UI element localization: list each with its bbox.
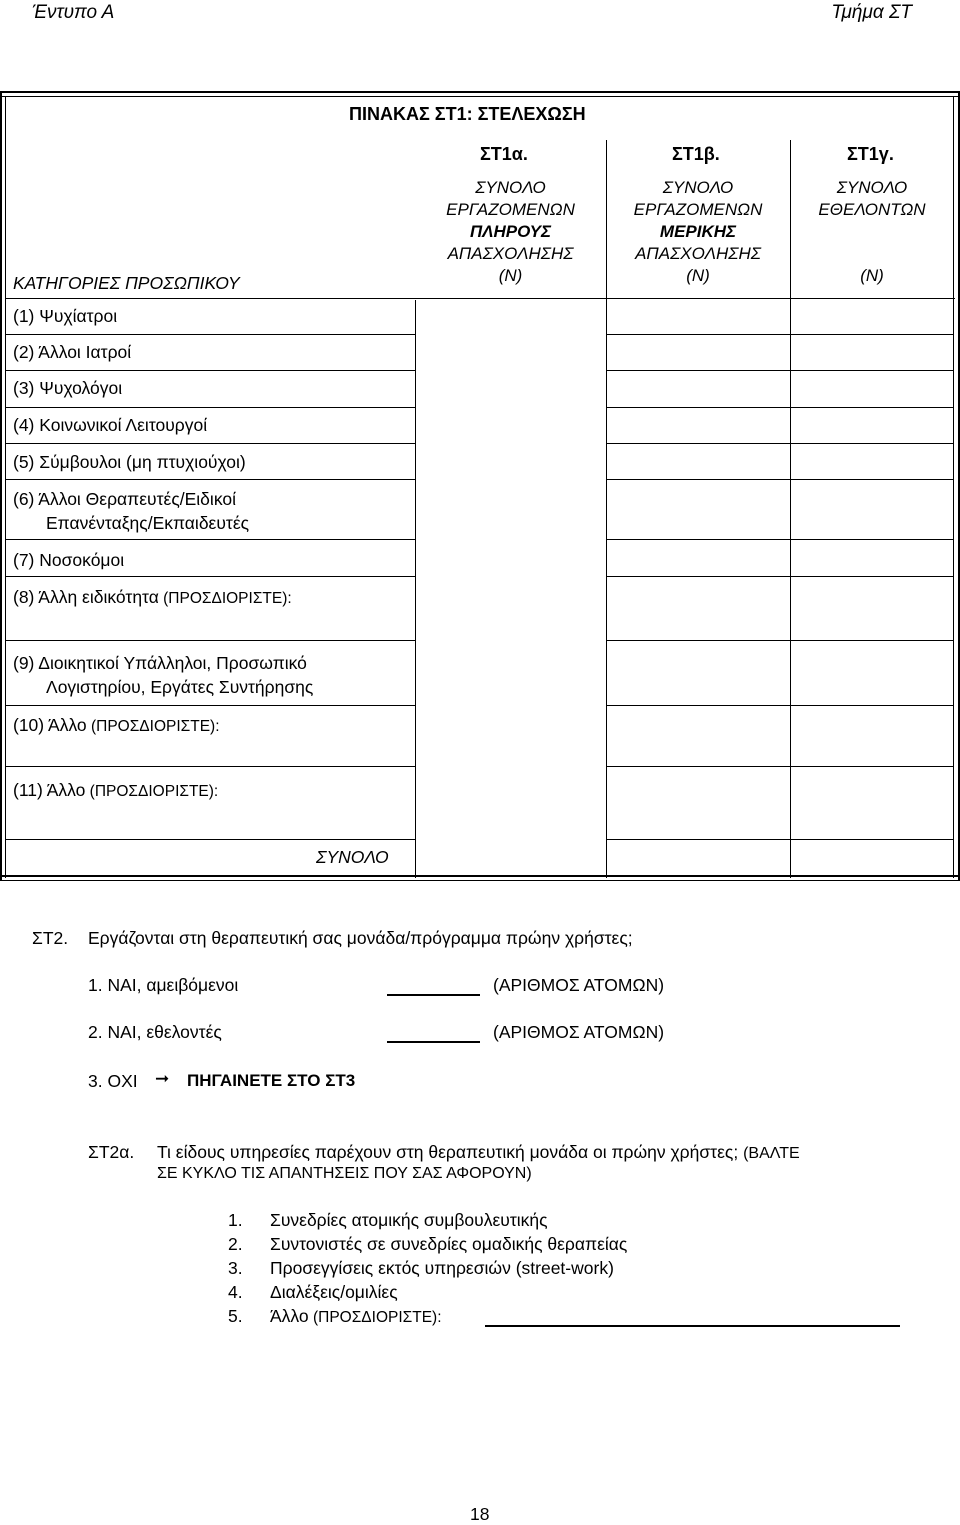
skip-instruction: ΠΗΓΑΙΝΕΤΕ ΣΤΟ ΣΤ3 bbox=[187, 1071, 356, 1090]
section-label: Τμήμα ΣΤ bbox=[831, 2, 912, 23]
option-no: 3. ΟΧΙ bbox=[88, 1071, 138, 1091]
form-label: Έντυπο Α bbox=[32, 2, 115, 23]
row-label: (4) Κοινωνικοί Λειτουργοί bbox=[13, 415, 208, 435]
row-label: (6) Άλλοι Θεραπευτές/Ειδικοί bbox=[13, 489, 236, 509]
row-label: (11) Άλλο (ΠΡΟΣΔΙΟΡΙΣΤΕ): bbox=[13, 780, 219, 800]
table-title: ΠΙΝΑΚΑΣ ΣΤ1: ΣΤΕΛΕΧΩΣΗ bbox=[349, 104, 586, 124]
row-label: (10) Άλλο (ΠΡΟΣΔΙΟΡΙΣΤΕ): bbox=[13, 715, 220, 735]
question-text: Τι είδους υπηρεσίες παρέχουν στη θεραπευτική μονάδα οι πρώην χρήστες; (ΒΑΛΤΕ bbox=[157, 1142, 800, 1162]
list-item[interactable]: Προσεγγίσεις εκτός υπηρεσιών (street-work) bbox=[270, 1258, 614, 1278]
list-item[interactable]: Διαλέξεις/ομιλίες bbox=[270, 1282, 398, 1302]
paid-count-blank[interactable] bbox=[387, 994, 480, 996]
question-instruction: ΣΕ ΚΥΚΛΟ ΤΙΣ ΑΠΑΝΤΗΣΕΙΣ ΠΟΥ ΣΑΣ ΑΦΟΡΟΥΝ) bbox=[157, 1165, 532, 1182]
total-label: ΣΥΝΟΛΟ bbox=[316, 847, 389, 867]
volunteer-count-blank[interactable] bbox=[387, 1041, 480, 1043]
list-item-number: 3. bbox=[228, 1258, 243, 1278]
column-code-st1g: ΣΤ1γ. bbox=[847, 144, 894, 164]
option-unit: (ΑΡΙΘΜΟΣ ΑΤΟΜΩΝ) bbox=[493, 1022, 665, 1042]
list-item[interactable]: Συντονιστές σε συνεδρίες ομαδικής θεραπείας bbox=[270, 1234, 628, 1254]
column-code-st1a: ΣΤ1α. bbox=[480, 144, 528, 164]
row-label: (8) Άλλη ειδικότητα (ΠΡΟΣΔΙΟΡΙΣΤΕ): bbox=[13, 587, 292, 607]
list-item[interactable]: Συνεδρίες ατομικής συμβουλευτικής bbox=[270, 1210, 548, 1230]
column-header-volunteers: ΣΥΝΟΛΟ ΕΘΕΛΟΝΤΩΝ (Ν) bbox=[818, 178, 926, 285]
question-code: ΣΤ2α. bbox=[88, 1142, 135, 1162]
option-paid: 1. ΝΑΙ, αμειβόμενοι bbox=[88, 975, 239, 995]
row-label: (9) Διοικητικοί Υπάλληλοι, Προσωπικό bbox=[13, 653, 307, 673]
row-label: (3) Ψυχολόγοι bbox=[13, 378, 123, 398]
list-item-number: 5. bbox=[228, 1306, 243, 1326]
option-unit: (ΑΡΙΘΜΟΣ ΑΤΟΜΩΝ) bbox=[493, 975, 665, 995]
list-item-number: 4. bbox=[228, 1282, 243, 1302]
category-header: ΚΑΤΗΓΟΡΙΕΣ ΠΡΟΣΩΠΙΚΟΥ bbox=[13, 273, 240, 293]
column-header-full-time: ΣΥΝΟΛΟ ΕΡΓΑΖΟΜΕΝΩΝ ΠΛΗΡΟΥΣ ΑΠΑΣΧΟΛΗΣΗΣ (Ν) bbox=[446, 178, 575, 285]
question-text: Εργάζονται στη θεραπευτική σας μονάδα/πρόγραμμα πρώην χρήστες; bbox=[88, 928, 633, 948]
option-volunteer: 2. ΝΑΙ, εθελοντές bbox=[88, 1022, 222, 1042]
row-label-continued: Επανένταξης/Εκπαιδευτές bbox=[46, 513, 250, 533]
row-label-continued: Λογιστηρίου, Εργάτες Συντήρησης bbox=[46, 677, 314, 697]
row-label: (5) Σύμβουλοι (μη πτυχιούχοι) bbox=[13, 452, 246, 472]
page-number: 18 bbox=[470, 1504, 490, 1524]
row-label: (7) Νοσοκόμοι bbox=[13, 550, 125, 570]
question-code: ΣΤ2. bbox=[32, 928, 69, 948]
list-item[interactable]: Άλλο (ΠΡΟΣΔΙΟΡΙΣΤΕ): bbox=[270, 1306, 442, 1326]
arrow-right-icon: ➞ bbox=[155, 1069, 170, 1088]
column-header-part-time: ΣΥΝΟΛΟ ΕΡΓΑΖΟΜΕΝΩΝ ΜΕΡΙΚΗΣ ΑΠΑΣΧΟΛΗΣΗΣ (Ν) bbox=[633, 178, 763, 285]
list-item-number: 1. bbox=[228, 1210, 243, 1230]
column-code-st1b: ΣΤ1β. bbox=[672, 144, 720, 164]
list-item-number: 2. bbox=[228, 1234, 243, 1254]
row-label: (2) Άλλοι Ιατροί bbox=[13, 342, 132, 362]
row-label: (1) Ψυχίατροι bbox=[13, 306, 118, 326]
other-specify-blank[interactable] bbox=[485, 1325, 900, 1327]
